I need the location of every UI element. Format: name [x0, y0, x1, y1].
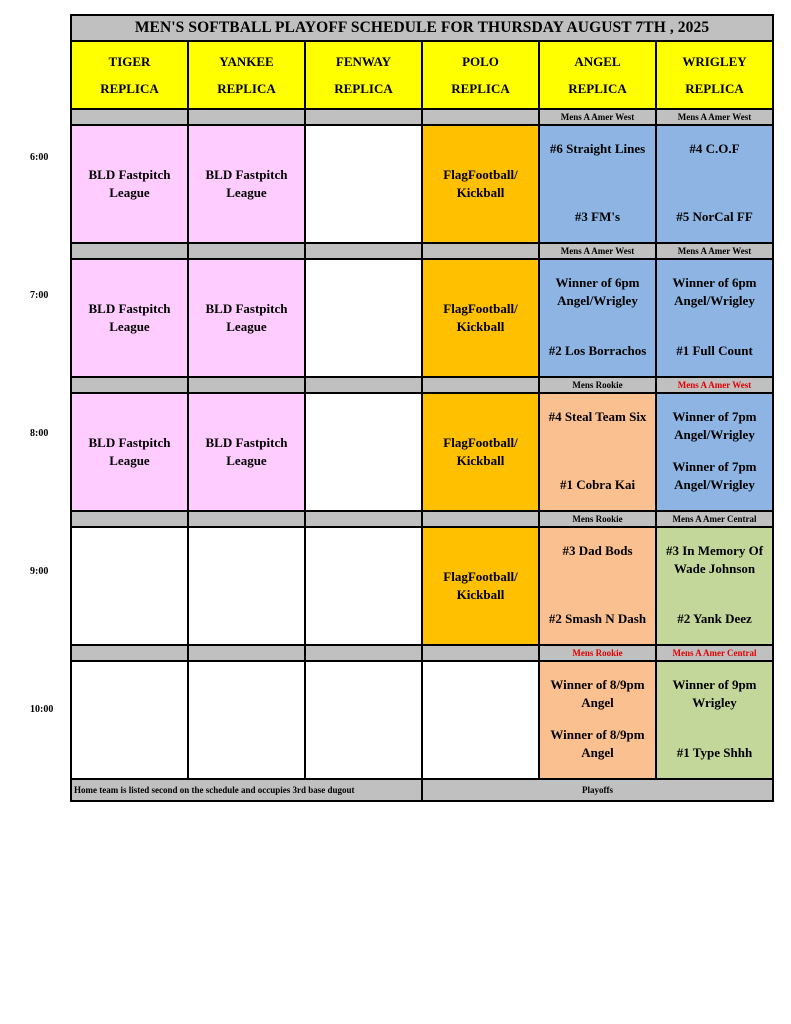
- time-label: 8:00: [30, 428, 49, 439]
- empty-cell: [188, 661, 305, 779]
- league-label-row: [71, 511, 773, 527]
- matchup: [540, 394, 655, 510]
- empty-cell: [305, 393, 422, 511]
- away-team: Winner of 8/9pm Angel: [550, 677, 645, 710]
- away-team: #6 Straight Lines: [549, 141, 646, 156]
- empty-cell: [305, 661, 422, 779]
- angel-league-label: Mens Rookie: [539, 511, 656, 527]
- home-team: #2 Smash N Dash: [548, 611, 647, 626]
- home-team: #5 NorCal FF: [676, 209, 753, 224]
- spacer-cell: [422, 511, 539, 527]
- spacer-cell: [305, 511, 422, 527]
- wrigley-matchup-cell: [656, 527, 773, 645]
- spacer-cell: [422, 109, 539, 125]
- field-name: ANGEL: [574, 54, 621, 69]
- matchup: [540, 260, 655, 376]
- time-label: 9:00: [30, 566, 49, 577]
- matchup: [657, 126, 772, 242]
- field-header-yankee: [188, 41, 305, 109]
- wrigley-matchup-cell: [656, 393, 773, 511]
- angel-matchup-cell: [539, 125, 656, 243]
- spacer-cell: [71, 377, 188, 393]
- flagfootball-cell: FlagFootball/ Kickball: [422, 527, 539, 645]
- fastpitch-cell: BLD Fastpitch League: [71, 125, 188, 243]
- home-team: #3 FM's: [574, 209, 621, 224]
- away-team: #3 Dad Bods: [562, 543, 633, 558]
- away-team: #3 In Memory Of Wade Johnson: [665, 543, 764, 576]
- angel-league-label: Mens Rookie: [539, 645, 656, 661]
- spacer-cell: [71, 645, 188, 661]
- fastpitch-cell: BLD Fastpitch League: [71, 393, 188, 511]
- spacer-cell: [188, 511, 305, 527]
- empty-cell: [305, 527, 422, 645]
- away-team: Winner of 6pm Angel/Wrigley: [555, 275, 640, 308]
- fastpitch-cell: BLD Fastpitch League: [188, 259, 305, 377]
- field-header-angel: [539, 41, 656, 109]
- wrigley-matchup-cell: [656, 259, 773, 377]
- game-row: [71, 125, 773, 243]
- spacer-cell: [422, 377, 539, 393]
- field-sub: REPLICA: [334, 81, 393, 96]
- field-name: POLO: [462, 54, 499, 69]
- angel-league-label: Mens A Amer West: [539, 109, 656, 125]
- matchup: [657, 394, 772, 510]
- away-team: Winner of 9pm Wrigley: [672, 677, 757, 710]
- spacer-cell: [188, 645, 305, 661]
- schedule-body: [71, 109, 773, 779]
- fastpitch-cell: BLD Fastpitch League: [188, 393, 305, 511]
- matchup: [657, 528, 772, 644]
- fastpitch-cell: BLD Fastpitch League: [188, 125, 305, 243]
- schedule-table: [70, 14, 774, 802]
- wrigley-league-label: Mens A Amer Central: [656, 645, 773, 661]
- field-sub: REPLICA: [217, 81, 276, 96]
- field-name: WRIGLEY: [682, 54, 747, 69]
- home-team-note: Home team is listed second on the schedule and occupies 3rd base dugout: [71, 779, 422, 801]
- empty-cell: [71, 527, 188, 645]
- spacer-cell: [305, 243, 422, 259]
- field-header-fenway: [305, 41, 422, 109]
- playoffs-label: Playoffs: [422, 779, 773, 801]
- empty-cell: [71, 661, 188, 779]
- game-row: [71, 661, 773, 779]
- field-sub: REPLICA: [685, 81, 744, 96]
- time-label: 6:00: [30, 152, 49, 163]
- game-row: [71, 259, 773, 377]
- wrigley-league-label: Mens A Amer West: [656, 243, 773, 259]
- wrigley-league-label: Mens A Amer West: [656, 377, 773, 393]
- spacer-cell: [188, 377, 305, 393]
- field-header-polo: [422, 41, 539, 109]
- spacer-cell: [305, 645, 422, 661]
- away-team: #4 Steal Team Six: [548, 409, 647, 424]
- flagfootball-cell: FlagFootball/ Kickball: [422, 393, 539, 511]
- away-team: Winner of 7pm Angel/Wrigley: [672, 409, 757, 442]
- angel-league-label: Mens A Amer West: [539, 243, 656, 259]
- field-sub: REPLICA: [451, 81, 510, 96]
- flagfootball-cell: FlagFootball/ Kickball: [422, 259, 539, 377]
- field-name: FENWAY: [335, 54, 392, 69]
- away-team: #4 C.O.F: [689, 141, 740, 156]
- fastpitch-cell: BLD Fastpitch League: [71, 259, 188, 377]
- empty-cell: [422, 661, 539, 779]
- league-label-row: [71, 645, 773, 661]
- time-label: 7:00: [30, 290, 49, 301]
- angel-matchup-cell: [539, 259, 656, 377]
- game-row: [71, 527, 773, 645]
- spacer-cell: [71, 109, 188, 125]
- angel-matchup-cell: [539, 661, 656, 779]
- wrigley-matchup-cell: [656, 661, 773, 779]
- field-sub: REPLICA: [100, 81, 159, 96]
- league-label-row: [71, 377, 773, 393]
- spacer-cell: [305, 377, 422, 393]
- angel-matchup-cell: [539, 393, 656, 511]
- matchup: [657, 260, 772, 376]
- spacer-cell: [422, 645, 539, 661]
- home-team: #1 Type Shhh: [676, 745, 753, 760]
- page-title: MEN'S SOFTBALL PLAYOFF SCHEDULE FOR THURSDAY AUGUST 7TH , 2025: [71, 15, 773, 41]
- spacer-cell: [305, 109, 422, 125]
- matchup: [540, 528, 655, 644]
- spacer-cell: [188, 109, 305, 125]
- matchup: [657, 662, 772, 778]
- angel-league-label: Mens Rookie: [539, 377, 656, 393]
- home-team: #1 Full Count: [676, 343, 753, 358]
- time-label: 10:00: [30, 704, 54, 715]
- home-team: #2 Yank Deez: [677, 611, 752, 626]
- flagfootball-cell: FlagFootball/ Kickball: [422, 125, 539, 243]
- schedule-sheet: [70, 14, 774, 802]
- home-team: Winner of 7pm Angel/Wrigley: [672, 459, 757, 492]
- empty-cell: [188, 527, 305, 645]
- field-sub: REPLICA: [568, 81, 627, 96]
- home-team: #2 Los Borrachos: [548, 343, 647, 358]
- spacer-cell: [71, 243, 188, 259]
- away-team: Winner of 6pm Angel/Wrigley: [672, 275, 757, 308]
- home-team: #1 Cobra Kai: [559, 477, 636, 492]
- angel-matchup-cell: [539, 527, 656, 645]
- league-label-row: [71, 109, 773, 125]
- matchup: [540, 662, 655, 778]
- league-label-row: [71, 243, 773, 259]
- empty-cell: [305, 259, 422, 377]
- spacer-cell: [188, 243, 305, 259]
- game-row: [71, 393, 773, 511]
- field-header-wrigley: [656, 41, 773, 109]
- wrigley-matchup-cell: [656, 125, 773, 243]
- matchup: [540, 126, 655, 242]
- spacer-cell: [422, 243, 539, 259]
- field-name: YANKEE: [219, 54, 274, 69]
- home-team: Winner of 8/9pm Angel: [550, 727, 645, 760]
- wrigley-league-label: Mens A Amer Central: [656, 511, 773, 527]
- spacer-cell: [71, 511, 188, 527]
- empty-cell: [305, 125, 422, 243]
- wrigley-league-label: Mens A Amer West: [656, 109, 773, 125]
- field-header-tiger: [71, 41, 188, 109]
- field-name: TIGER: [108, 54, 151, 69]
